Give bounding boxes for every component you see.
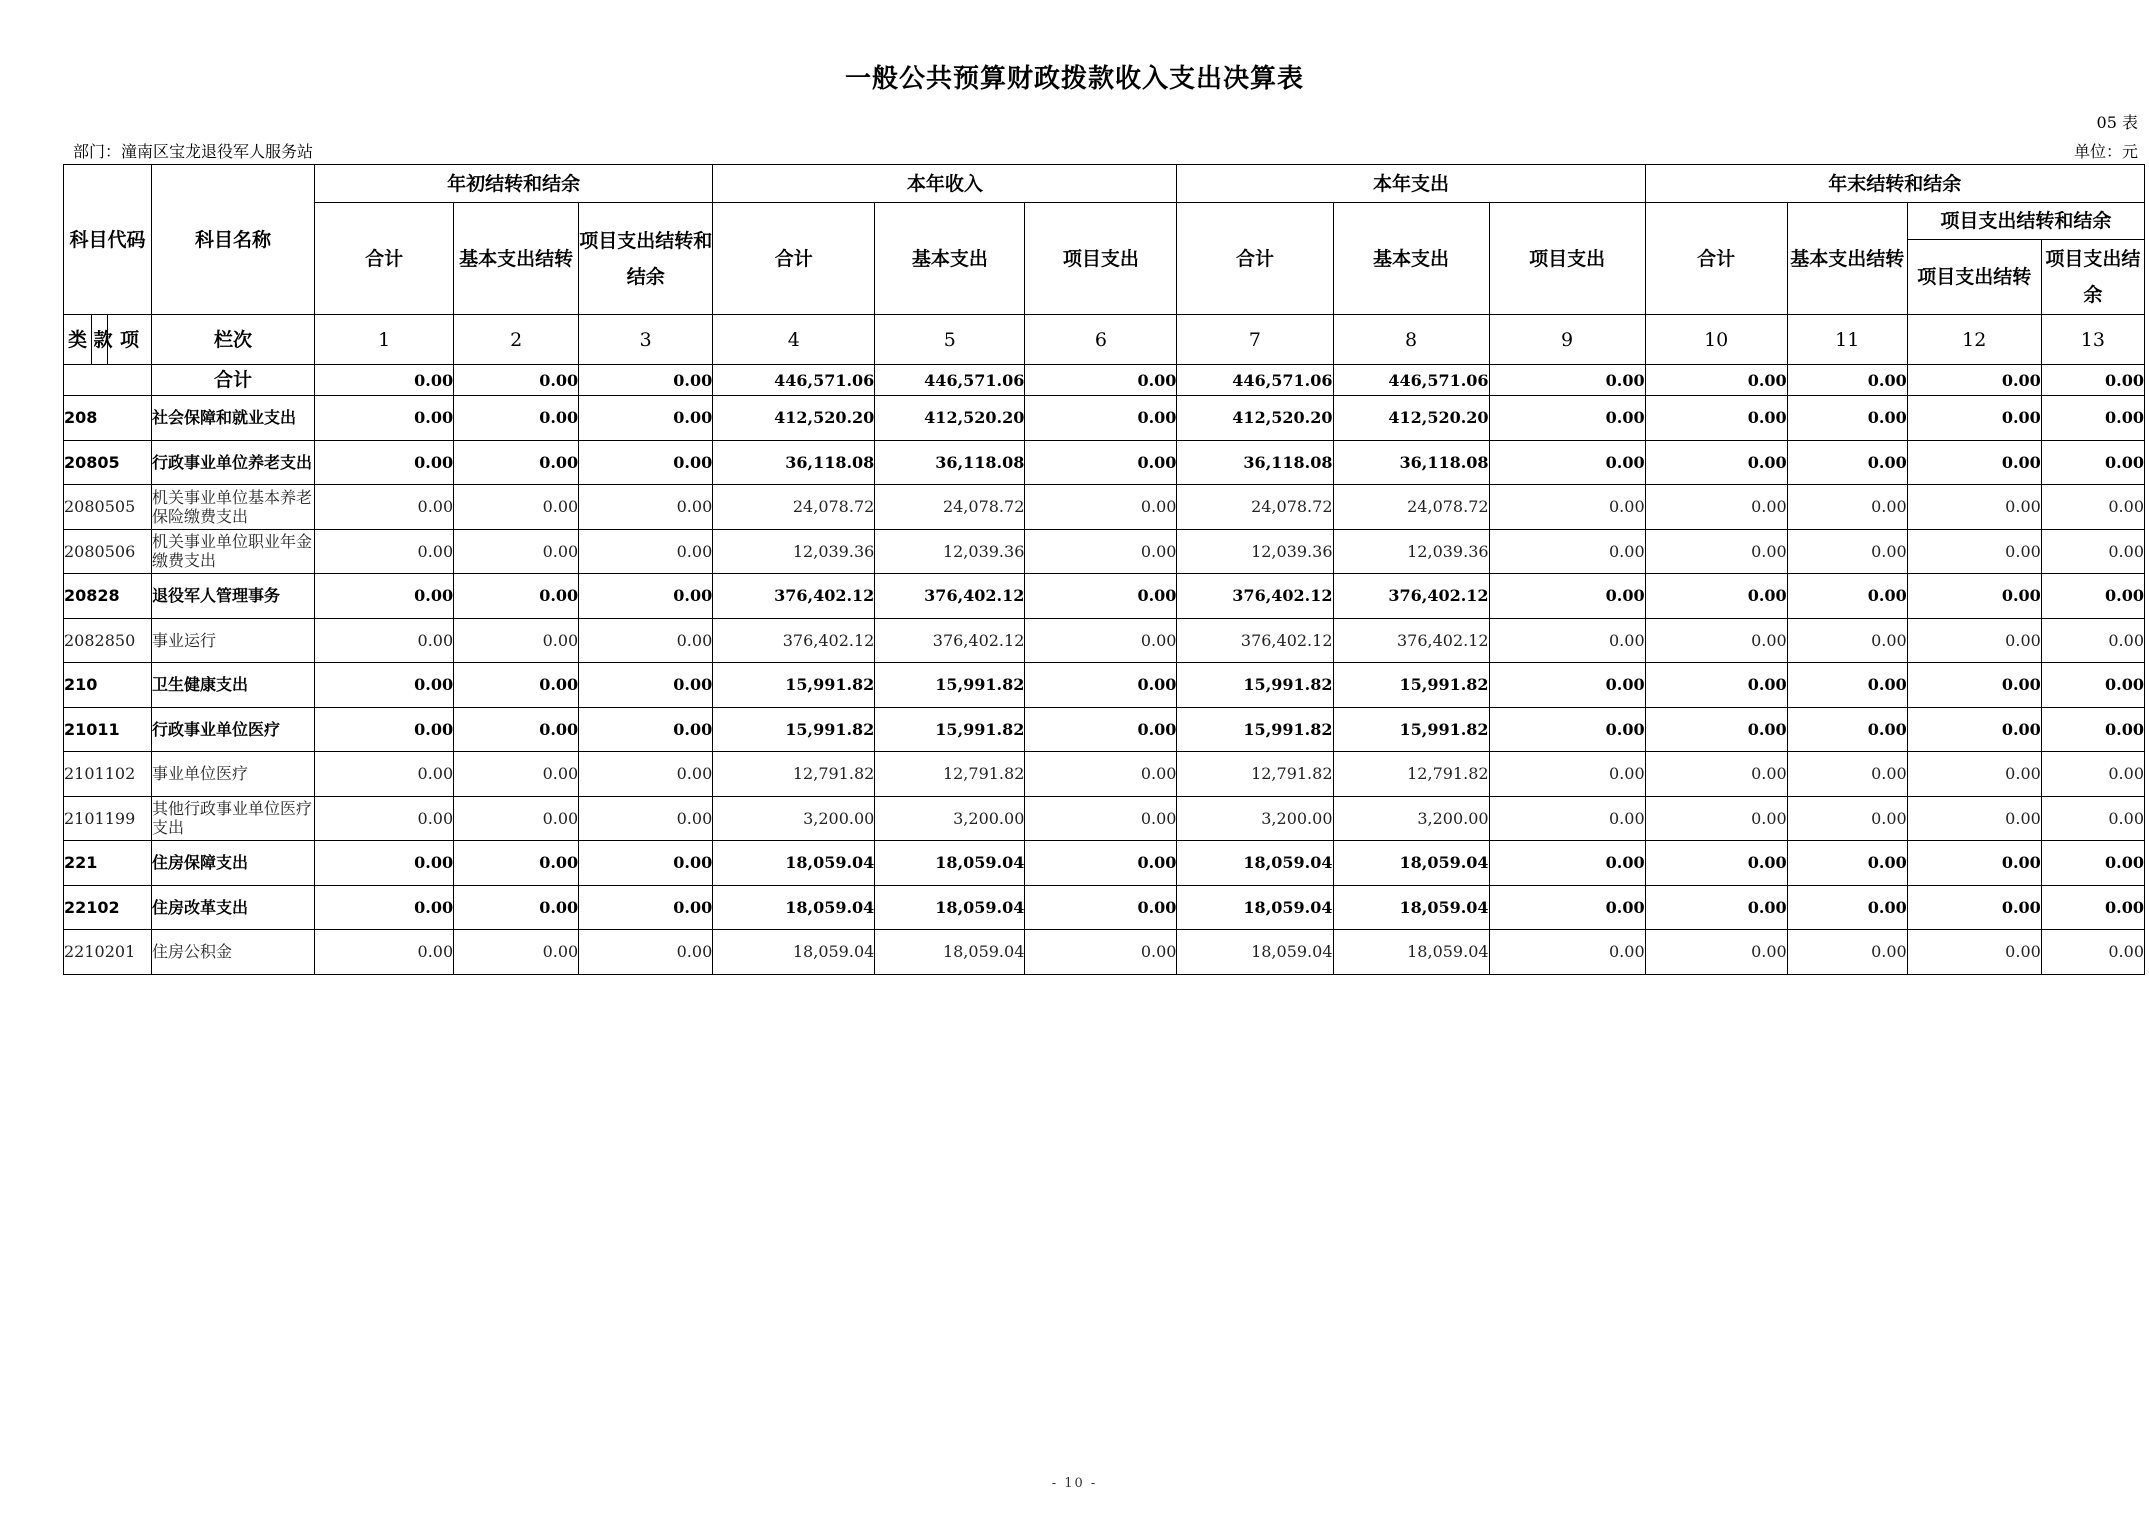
row-name-cell: 事业运行 [152,618,315,663]
row-code-cell: 2080505 [64,485,152,530]
table-row [64,796,2145,841]
header-group-closing: 年末结转和结余 [1645,165,2144,203]
row-code-cell: 20828 [64,574,152,619]
row-value-cell: 0.00 [1025,365,1177,396]
row-value-cell: 0.00 [1645,365,1787,396]
row-value-cell: 15,991.82 [713,707,875,752]
row-value-cell: 0.00 [1645,618,1787,663]
row-value-cell: 376,402.12 [875,618,1025,663]
header-closing-project-carry: 项目支出结转 [1907,240,2041,315]
row-value-cell: 0.00 [2041,885,2144,930]
row-value-cell: 3,200.00 [713,796,875,841]
row-value-cell: 0.00 [1907,529,2041,574]
row-value-cell: 0.00 [315,752,454,797]
row-value-cell: 0.00 [1489,396,1645,441]
unit-label: 单位：元 [2073,142,2138,161]
row-value-cell: 376,402.12 [1333,618,1489,663]
header-income-project: 项目支出 [1025,203,1177,315]
row-value-cell: 412,520.20 [713,396,875,441]
row-value-cell: 0.00 [2041,440,2144,485]
total-row [64,365,2145,396]
row-value-cell: 446,571.06 [713,365,875,396]
row-value-cell: 0.00 [579,752,713,797]
row-value-cell: 0.00 [2041,663,2144,708]
row-value-cell: 0.00 [1907,841,2041,886]
table-row [64,752,2145,797]
row-value-cell: 0.00 [1645,796,1787,841]
row-value-cell: 0.00 [1787,365,1907,396]
row-value-cell: 0.00 [1907,485,2041,530]
row-value-cell: 0.00 [454,529,579,574]
row-value-cell: 0.00 [454,841,579,886]
row-value-cell: 24,078.72 [875,485,1025,530]
row-value-cell: 0.00 [2041,796,2144,841]
row-value-cell: 412,520.20 [1333,396,1489,441]
row-value-cell: 0.00 [1645,529,1787,574]
row-value-cell: 0.00 [579,707,713,752]
row-code-cell: 2101102 [64,752,152,797]
row-value-cell: 0.00 [1025,396,1177,441]
row-value-cell: 0.00 [1787,396,1907,441]
column-index: 2 [454,315,579,365]
row-value-cell: 12,039.36 [1333,529,1489,574]
row-value-cell: 0.00 [454,885,579,930]
row-value-cell: 0.00 [1025,930,1177,975]
row-value-cell: 18,059.04 [875,841,1025,886]
row-value-cell: 18,059.04 [1333,930,1489,975]
row-value-cell: 12,791.82 [1333,752,1489,797]
row-name-cell: 事业单位医疗 [152,752,315,797]
header-closing-project-carry-balance: 项目支出结转和结余 [1907,203,2144,240]
row-value-cell: 0.00 [1907,574,2041,619]
column-index: 11 [1787,315,1907,365]
row-value-cell: 0.00 [579,485,713,530]
column-index: 9 [1489,315,1645,365]
row-value-cell: 24,078.72 [1177,485,1333,530]
row-value-cell: 0.00 [315,885,454,930]
row-value-cell: 0.00 [579,529,713,574]
row-value-cell: 0.00 [1645,396,1787,441]
row-value-cell: 18,059.04 [875,930,1025,975]
row-value-cell: 12,791.82 [1177,752,1333,797]
row-value-cell: 36,118.08 [875,440,1025,485]
row-value-cell: 0.00 [1907,707,2041,752]
header-group-income: 本年收入 [713,165,1177,203]
row-value-cell: 446,571.06 [1177,365,1333,396]
row-value-cell: 0.00 [1907,930,2041,975]
row-value-cell: 0.00 [2041,707,2144,752]
row-value-cell: 15,991.82 [1177,663,1333,708]
column-index: 13 [2041,315,2144,365]
table-row [64,485,2145,530]
header-closing-basic-carry: 基本支出结转 [1787,203,1907,315]
row-value-cell: 0.00 [1787,752,1907,797]
row-value-cell: 0.00 [454,365,579,396]
row-value-cell: 0.00 [315,707,454,752]
header-closing-total: 合计 [1645,203,1787,315]
row-value-cell: 0.00 [1907,796,2041,841]
row-value-cell: 0.00 [1787,485,1907,530]
row-value-cell: 0.00 [1489,930,1645,975]
row-value-cell: 0.00 [579,930,713,975]
row-name-cell: 住房保障支出 [152,841,315,886]
document-title: 一般公共预算财政拨款收入支出决算表 [844,64,1304,94]
row-value-cell: 0.00 [315,930,454,975]
row-value-cell: 0.00 [2041,618,2144,663]
row-value-cell: 376,402.12 [1333,574,1489,619]
row-value-cell: 446,571.06 [1333,365,1489,396]
row-value-cell: 0.00 [1645,574,1787,619]
row-name-cell: 退役军人管理事务 [152,574,315,619]
header-xiang: 项 [108,315,152,365]
row-value-cell: 24,078.72 [713,485,875,530]
header-subject-code: 科目代码 [64,165,152,315]
row-value-cell: 0.00 [315,440,454,485]
row-value-cell: 24,078.72 [1333,485,1489,530]
table-row [64,885,2145,930]
row-name-cell: 合计 [152,365,315,396]
row-value-cell: 12,039.36 [1177,529,1333,574]
row-value-cell: 376,402.12 [713,574,875,619]
header-column-index-label: 栏次 [152,315,315,365]
row-value-cell: 0.00 [315,663,454,708]
row-value-cell: 0.00 [2041,396,2144,441]
row-code-cell: 20805 [64,440,152,485]
row-name-cell: 机关事业单位职业年金缴费支出 [152,529,315,574]
row-value-cell: 18,059.04 [1333,885,1489,930]
row-value-cell: 0.00 [315,574,454,619]
row-value-cell: 0.00 [579,841,713,886]
header-subject-name: 科目名称 [152,165,315,315]
row-value-cell: 0.00 [1025,796,1177,841]
table-row [64,841,2145,886]
row-value-cell: 0.00 [1645,707,1787,752]
row-value-cell: 0.00 [1907,618,2041,663]
row-value-cell: 0.00 [315,396,454,441]
row-value-cell: 0.00 [1025,841,1177,886]
row-value-cell: 0.00 [1645,440,1787,485]
row-value-cell: 0.00 [454,930,579,975]
header-expense-total: 合计 [1177,203,1333,315]
header-expense-basic: 基本支出 [1333,203,1489,315]
row-value-cell: 0.00 [579,796,713,841]
row-value-cell: 0.00 [1645,485,1787,530]
header-group-opening: 年初结转和结余 [315,165,713,203]
row-name-cell: 行政事业单位养老支出 [152,440,315,485]
table-row [64,529,2145,574]
row-value-cell: 0.00 [579,396,713,441]
row-value-cell: 18,059.04 [1177,885,1333,930]
row-value-cell: 18,059.04 [1177,841,1333,886]
row-value-cell: 0.00 [1025,440,1177,485]
header-lei: 类 [64,315,92,365]
row-value-cell: 15,991.82 [875,663,1025,708]
row-value-cell: 0.00 [579,574,713,619]
row-value-cell: 0.00 [2041,365,2144,396]
row-value-cell: 0.00 [454,752,579,797]
row-value-cell: 0.00 [315,365,454,396]
row-value-cell: 0.00 [2041,529,2144,574]
row-value-cell: 36,118.08 [1177,440,1333,485]
row-value-cell: 0.00 [1025,529,1177,574]
row-value-cell: 0.00 [315,618,454,663]
column-index: 12 [1907,315,2041,365]
row-value-cell: 0.00 [1645,663,1787,708]
row-value-cell: 0.00 [1645,841,1787,886]
header-kuan: 款 [92,315,108,365]
row-value-cell: 0.00 [1489,796,1645,841]
row-value-cell: 0.00 [1907,752,2041,797]
row-value-cell: 3,200.00 [875,796,1025,841]
row-value-cell: 0.00 [315,529,454,574]
row-value-cell: 0.00 [1907,663,2041,708]
row-value-cell: 0.00 [1645,885,1787,930]
row-value-cell: 0.00 [1787,618,1907,663]
row-value-cell: 0.00 [1787,707,1907,752]
row-value-cell: 0.00 [1645,930,1787,975]
row-value-cell: 0.00 [579,440,713,485]
column-index: 3 [579,315,713,365]
row-value-cell: 0.00 [454,440,579,485]
row-value-cell: 12,791.82 [713,752,875,797]
row-value-cell: 0.00 [315,796,454,841]
row-value-cell: 0.00 [1489,618,1645,663]
table-row [64,930,2145,975]
row-value-cell: 0.00 [579,365,713,396]
row-value-cell: 0.00 [2041,841,2144,886]
row-name-cell: 其他行政事业单位医疗支出 [152,796,315,841]
row-value-cell: 0.00 [1489,529,1645,574]
column-index: 5 [875,315,1025,365]
row-value-cell: 0.00 [1489,885,1645,930]
header-expense-project: 项目支出 [1489,203,1645,315]
row-name-cell: 社会保障和就业支出 [152,396,315,441]
row-value-cell: 0.00 [1787,574,1907,619]
row-code-cell: 221 [64,841,152,886]
row-value-cell: 0.00 [1025,618,1177,663]
column-index: 10 [1645,315,1787,365]
column-index: 4 [713,315,875,365]
row-value-cell: 0.00 [2041,574,2144,619]
row-name-cell: 机关事业单位基本养老保险缴费支出 [152,485,315,530]
column-index: 8 [1333,315,1489,365]
row-value-cell: 12,039.36 [875,529,1025,574]
row-value-cell: 0.00 [1787,930,1907,975]
header-group-expense: 本年支出 [1177,165,1645,203]
row-value-cell: 18,059.04 [713,841,875,886]
row-value-cell: 0.00 [1489,440,1645,485]
table-number: 05 表 [2096,113,2138,132]
row-value-cell: 0.00 [1489,752,1645,797]
table-body [64,365,2145,975]
row-code-cell: 2101199 [64,796,152,841]
row-value-cell: 18,059.04 [713,930,875,975]
row-value-cell: 0.00 [315,841,454,886]
row-code-cell: 22102 [64,885,152,930]
row-value-cell: 0.00 [454,485,579,530]
row-value-cell: 0.00 [454,396,579,441]
row-value-cell: 0.00 [1787,841,1907,886]
row-value-cell: 0.00 [1489,841,1645,886]
row-value-cell: 376,402.12 [1177,618,1333,663]
row-name-cell: 住房改革支出 [152,885,315,930]
row-value-cell: 0.00 [454,707,579,752]
header-opening-basic-carry: 基本支出结转 [454,203,579,315]
department-label: 部门：潼南区宝龙退役军人服务站 [73,142,314,161]
row-value-cell: 0.00 [1489,663,1645,708]
row-value-cell: 0.00 [1489,485,1645,530]
row-value-cell: 376,402.12 [713,618,875,663]
row-value-cell: 0.00 [1787,529,1907,574]
row-value-cell: 0.00 [579,618,713,663]
row-value-cell: 0.00 [2041,752,2144,797]
page-number: - 10 - [1051,1476,1098,1491]
row-value-cell: 0.00 [1907,365,2041,396]
row-value-cell: 0.00 [454,618,579,663]
row-value-cell: 18,059.04 [1177,930,1333,975]
row-value-cell: 0.00 [2041,485,2144,530]
row-value-cell: 36,118.08 [1333,440,1489,485]
row-value-cell: 3,200.00 [1333,796,1489,841]
row-value-cell: 36,118.08 [713,440,875,485]
header-income-basic: 基本支出 [875,203,1025,315]
row-value-cell: 12,039.36 [713,529,875,574]
row-value-cell: 0.00 [1025,663,1177,708]
row-value-cell: 376,402.12 [875,574,1025,619]
table-row [64,618,2145,663]
row-value-cell: 376,402.12 [1177,574,1333,619]
row-value-cell: 0.00 [579,663,713,708]
row-value-cell: 0.00 [1907,440,2041,485]
row-value-cell: 12,791.82 [875,752,1025,797]
header-opening-project-carry-balance: 项目支出结转和结余 [579,203,713,315]
row-value-cell: 0.00 [1025,485,1177,530]
row-code-cell: 2082850 [64,618,152,663]
row-value-cell: 0.00 [454,796,579,841]
row-value-cell: 0.00 [1489,707,1645,752]
row-value-cell: 3,200.00 [1177,796,1333,841]
row-value-cell: 446,571.06 [875,365,1025,396]
row-value-cell: 0.00 [1787,440,1907,485]
row-name-cell: 行政事业单位医疗 [152,707,315,752]
row-value-cell: 15,991.82 [875,707,1025,752]
row-value-cell: 412,520.20 [1177,396,1333,441]
row-value-cell: 0.00 [1489,574,1645,619]
row-value-cell: 0.00 [454,574,579,619]
row-code-cell: 208 [64,396,152,441]
row-value-cell: 0.00 [1787,885,1907,930]
row-value-cell: 0.00 [2041,930,2144,975]
table-row [64,707,2145,752]
row-value-cell: 412,520.20 [875,396,1025,441]
row-value-cell: 15,991.82 [1333,663,1489,708]
column-index: 6 [1025,315,1177,365]
row-value-cell: 0.00 [1025,885,1177,930]
row-value-cell: 0.00 [1489,365,1645,396]
row-code-cell: 2080506 [64,529,152,574]
row-name-cell: 住房公积金 [152,930,315,975]
table-row [64,574,2145,619]
row-value-cell: 0.00 [454,663,579,708]
row-name-cell: 卫生健康支出 [152,663,315,708]
header-income-total: 合计 [713,203,875,315]
row-value-cell: 18,059.04 [875,885,1025,930]
table-row [64,396,2145,441]
row-value-cell: 0.00 [579,885,713,930]
row-value-cell: 18,059.04 [1333,841,1489,886]
row-value-cell: 15,991.82 [1333,707,1489,752]
budget-table [63,164,2145,975]
row-value-cell: 0.00 [1907,885,2041,930]
row-value-cell: 18,059.04 [713,885,875,930]
row-code-cell: 2210201 [64,930,152,975]
table-row [64,440,2145,485]
row-value-cell: 0.00 [1025,574,1177,619]
row-value-cell: 0.00 [1025,752,1177,797]
column-index: 1 [315,315,454,365]
table-row [64,663,2145,708]
row-value-cell: 0.00 [1787,796,1907,841]
row-value-cell: 15,991.82 [713,663,875,708]
row-value-cell: 0.00 [1645,752,1787,797]
row-code-cell: 210 [64,663,152,708]
row-value-cell: 0.00 [1787,663,1907,708]
column-index: 7 [1177,315,1333,365]
row-value-cell: 0.00 [1025,707,1177,752]
header-opening-total: 合计 [315,203,454,315]
row-code-cell: 21011 [64,707,152,752]
header-closing-project-balance: 项目支出结余 [2041,240,2144,315]
row-value-cell: 0.00 [315,485,454,530]
row-code-cell [64,365,152,396]
row-value-cell: 15,991.82 [1177,707,1333,752]
row-value-cell: 0.00 [1907,396,2041,441]
